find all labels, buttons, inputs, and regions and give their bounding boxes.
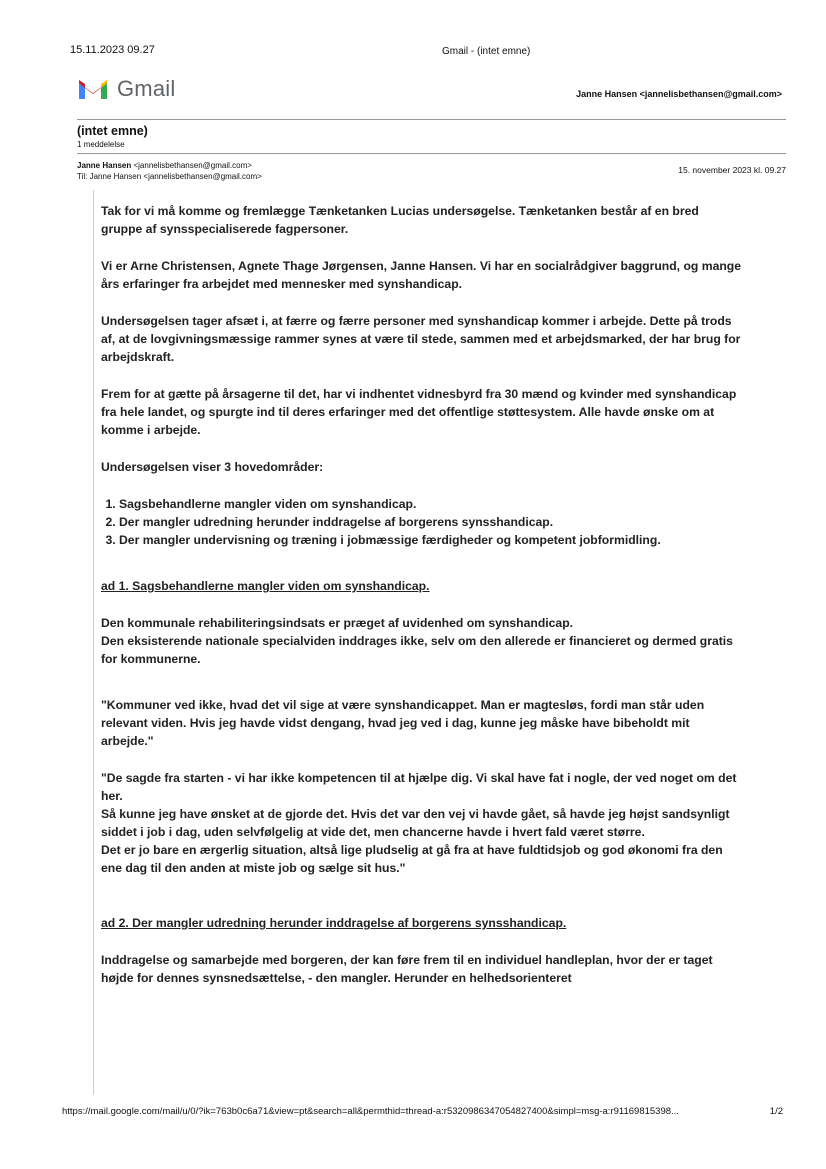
paragraph: Undersøgelsen viser 3 hovedområder: bbox=[101, 460, 324, 474]
paragraph: Inddragelse og samarbejde med borgeren, der kan føre frem til en individuel handleplan, hvor der er taget højde for dennes synsnedsættelse, - den mangler. Herunder en helhedsorienteret bbox=[101, 953, 713, 985]
sender-name: Janne Hansen bbox=[77, 161, 132, 170]
account-label: Janne Hansen <jannelisbethansen@gmail.com> bbox=[576, 89, 782, 99]
section-heading: ad 2. Der mangler udredning herunder inddragelse af borgerens synsshandicap. bbox=[101, 916, 567, 930]
quote: Så kunne jeg have ønsket at de gjorde det. Hvis det var den vej vi havde gået, så havde jeg højst sandsynligt siddet i job i dag, uden selvfølgelig at vide det, men chancerne havde i hvert fald været større. bbox=[101, 807, 730, 839]
sender bbox=[77, 161, 252, 170]
paragraph: Den kommunale rehabiliteringsindsats er præget af uvidenhed om synshandicap. bbox=[101, 616, 574, 630]
page-url: https://mail.google.com/mail/u/0/?ik=763b0c6a71&view=pt&search=all&permthid=thread-a:r5320986347054827400&simpl=msg-a:r91169815398... bbox=[62, 1106, 679, 1117]
recipient: Til: Janne Hansen <jannelisbethansen@gmail.com> bbox=[77, 172, 262, 181]
list-item: 2. Der mangler udredning herunder inddragelse af borgerens synsshandicap. bbox=[119, 513, 741, 531]
gmail-m-icon bbox=[77, 76, 109, 102]
message-body bbox=[101, 202, 741, 987]
message-date: 15. november 2023 kl. 09.27 bbox=[678, 165, 786, 175]
paragraph: Vi er Arne Christensen, Agnete Thage Jørgensen, Janne Hansen. Vi har en socialrådgiver baggrund, og mange års erfaringer fra arbejdet med mennesker med synshandicap. bbox=[101, 259, 742, 291]
print-title: Gmail - (intet emne) bbox=[442, 46, 531, 57]
quote: Det er jo bare en ærgerlig situation, altså lige pludselig at gå fra at have fuldtidsjob og god økonomi fra den ene dag til den anden at miste job og sælge sit hus." bbox=[101, 843, 723, 875]
divider bbox=[77, 119, 786, 120]
paragraph: Frem for at gætte på årsagerne til det, har vi indhentet vidnesbyrd fra 30 mænd og kvinder med synshandicap fra hele landet, og spurgte ind til deres erfaringer med det offentlige støttesystem. Alle havde ønske om at komme i arbejde. bbox=[101, 387, 737, 437]
page-number: 1/2 bbox=[769, 1106, 783, 1117]
quote: "Kommuner ved ikke, hvad det vil sige at være synshandicappet. Man er magtesløs, fordi man står uden relevant viden. Hvis jeg havde vidst dengang, hvad jeg ved i dag, kunne jeg måske have bibeholdt mit arbejde." bbox=[101, 698, 705, 748]
findings-list bbox=[101, 495, 741, 549]
message-count: 1 meddelelse bbox=[77, 140, 125, 149]
gmail-wordmark: Gmail bbox=[117, 76, 176, 101]
quote-bar bbox=[93, 190, 94, 1095]
print-date: 15.11.2023 09.27 bbox=[70, 44, 155, 56]
paragraph: Undersøgelsen tager afsæt i, at færre og færre personer med synshandicap kommer i arbejde. Dette på trods af, at de lovgivningsmæssige rammer synes at være til stede, sammen med et arbejdsmarked, der har brug for arbejdskraft. bbox=[101, 314, 741, 364]
thread-subject: (intet emne) bbox=[77, 124, 148, 138]
paragraph: Tak for vi må komme og fremlægge Tænketanken Lucias undersøgelse. Tænketanken består af en bred gruppe af synsspecialiserede fagpersoner. bbox=[101, 204, 699, 236]
paragraph: Den eksisterende nationale specialviden inddrages ikke, selv om den allerede er financieret og dermed gratis for kommunerne. bbox=[101, 634, 733, 666]
list-item: 1. Sagsbehandlerne mangler viden om synshandicap. bbox=[119, 495, 741, 513]
list-item: 3. Der mangler undervisning og træning i jobmæssige færdigheder og kompetent jobformidling. bbox=[119, 531, 741, 549]
quote: "De sagde fra starten - vi har ikke kompetencen til at hjælpe dig. Vi skal have fat i nogle, der ved noget om det her. bbox=[101, 771, 737, 803]
gmail-logo bbox=[77, 76, 175, 102]
sender-email: <jannelisbethansen@gmail.com> bbox=[133, 161, 252, 170]
divider bbox=[77, 153, 786, 154]
section-heading: ad 1. Sagsbehandlerne mangler viden om synshandicap. bbox=[101, 579, 430, 593]
